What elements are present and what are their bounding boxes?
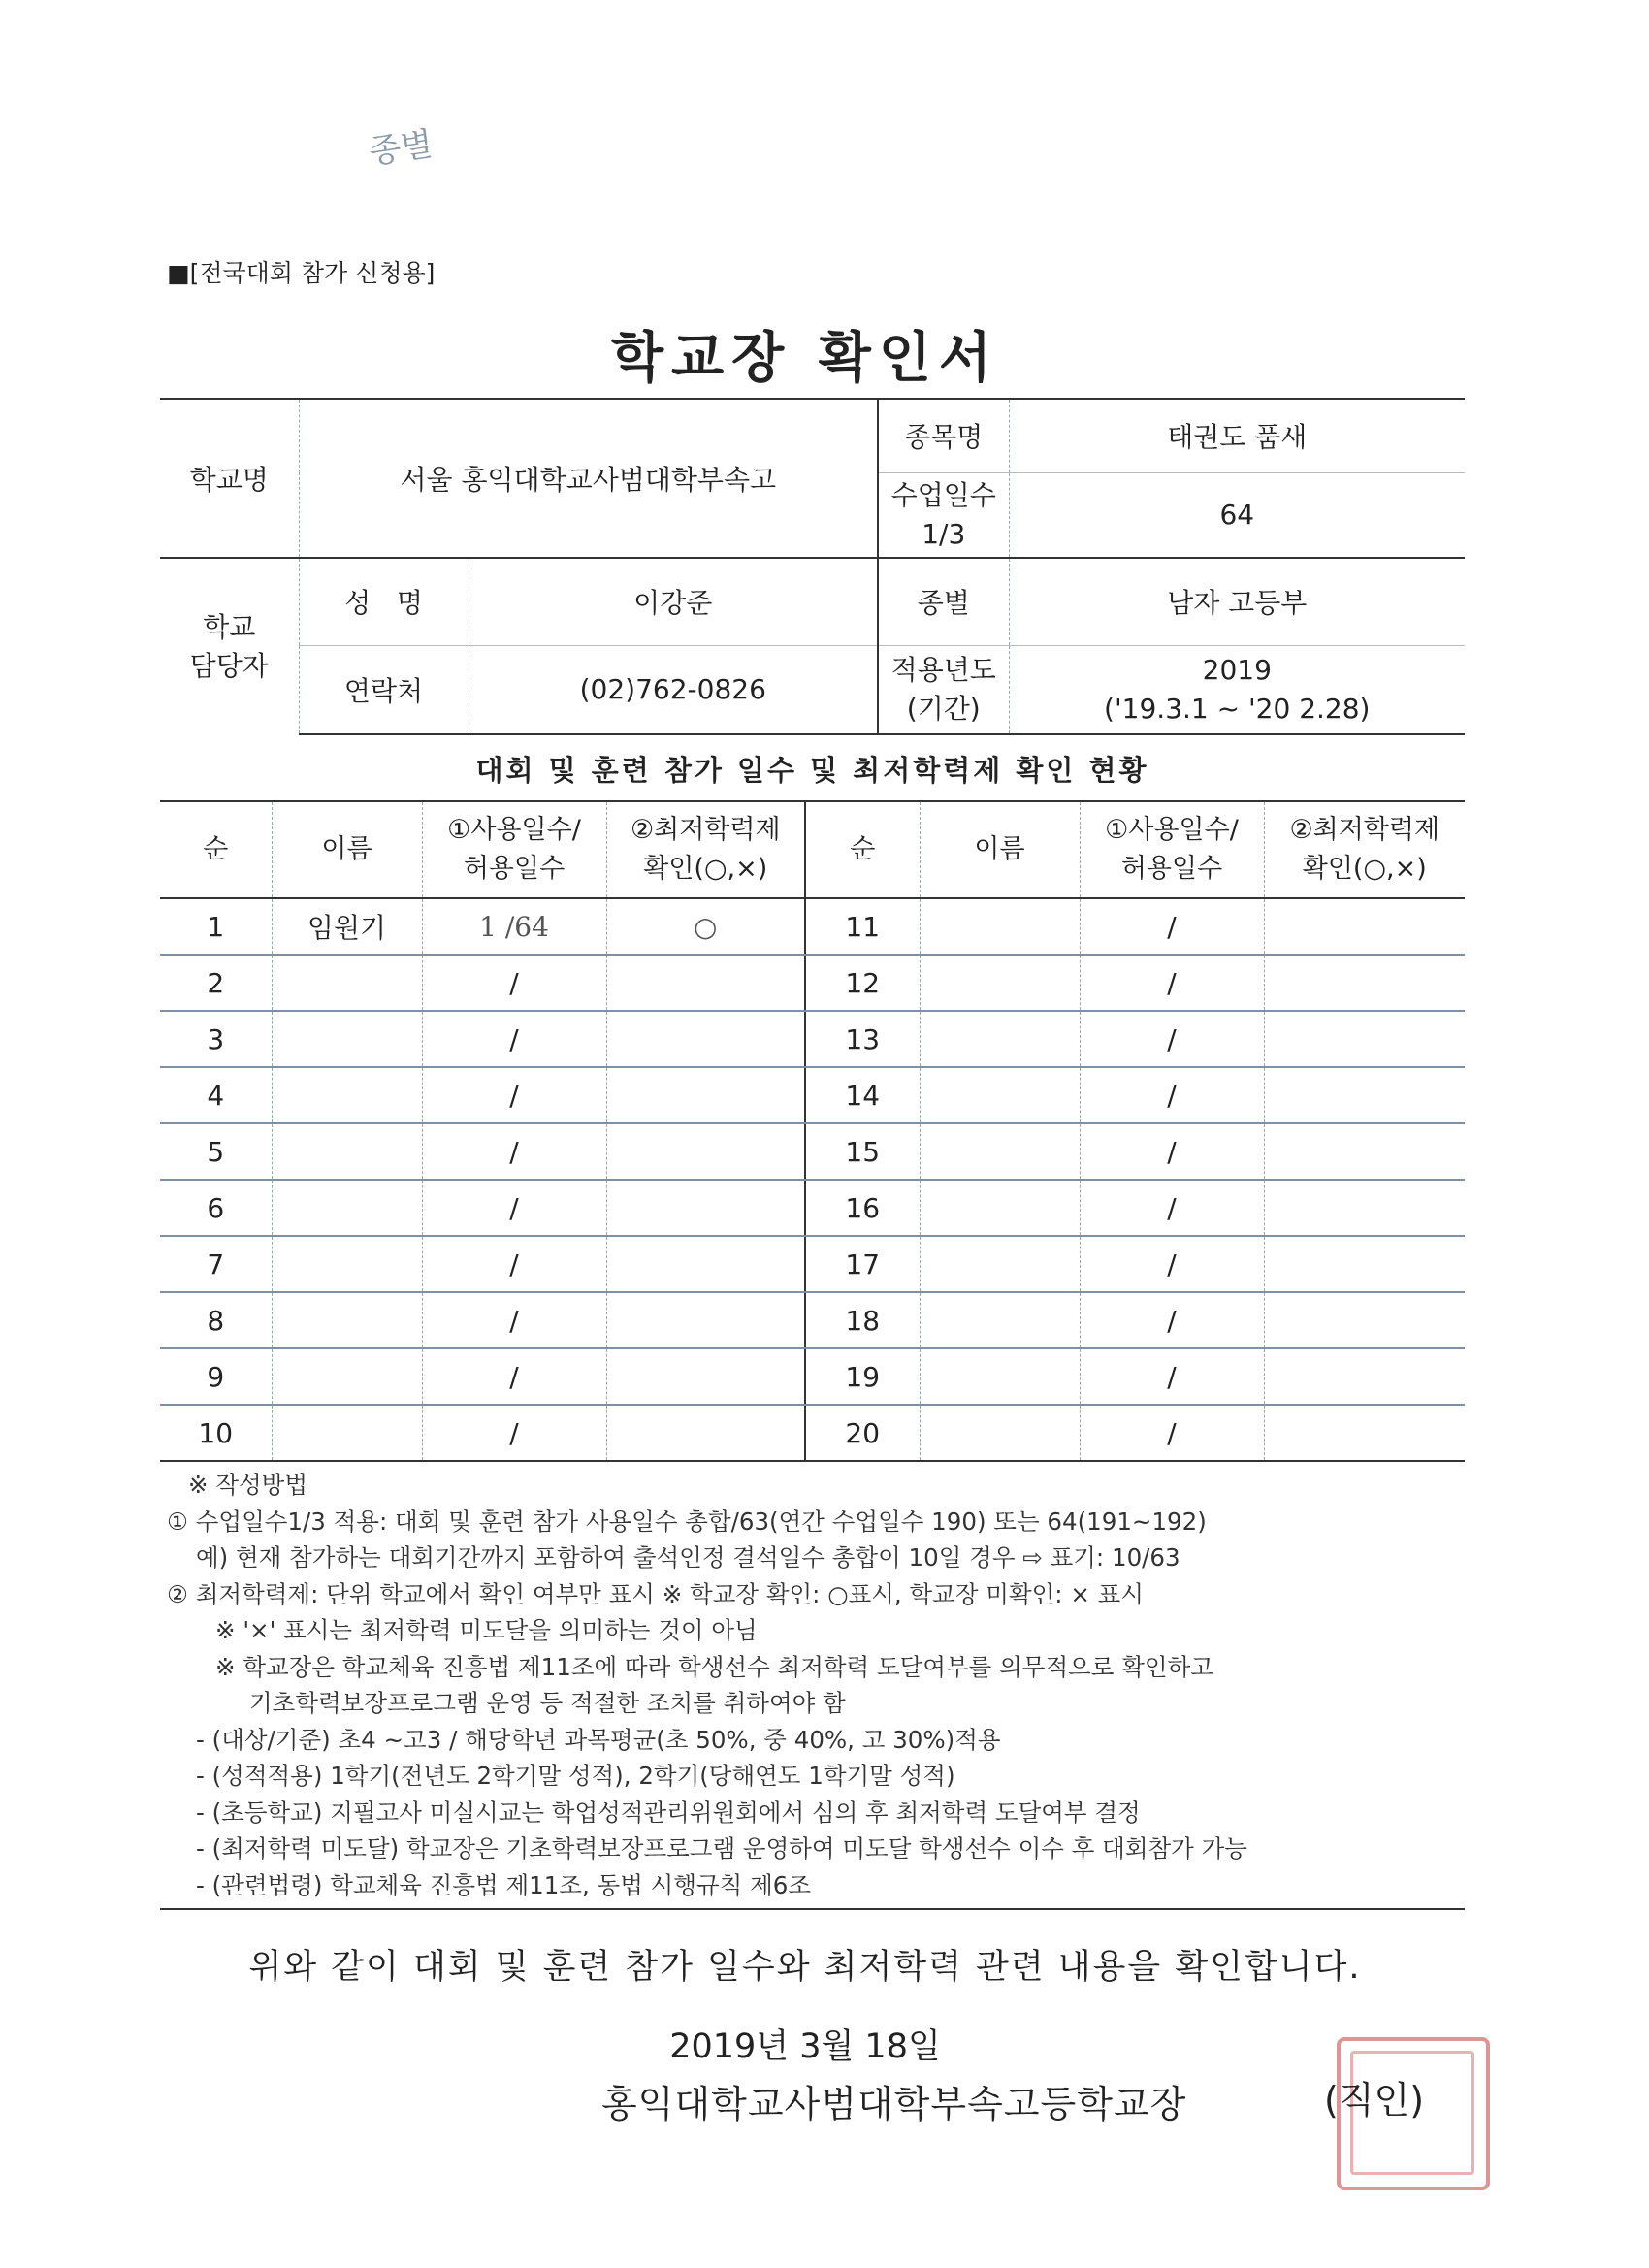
row-days: / bbox=[1080, 1011, 1264, 1067]
note-item: - (성적적용) 1학기(전년도 2학기말 성적), 2학기(당해연도 1학기말 성적) bbox=[196, 1762, 955, 1790]
row-check bbox=[1264, 1180, 1465, 1236]
row-name bbox=[920, 1348, 1080, 1405]
row-days: / bbox=[422, 1180, 606, 1236]
year-value-cell bbox=[1009, 645, 1465, 734]
header-check-line2: 확인(○,×) bbox=[643, 854, 768, 884]
header-days bbox=[1080, 801, 1264, 898]
handwritten-note: 종별 bbox=[367, 124, 436, 173]
row-days: / bbox=[422, 1123, 606, 1180]
year-label bbox=[878, 645, 1009, 734]
row-name bbox=[272, 1011, 422, 1067]
phone-value: (02)762-0826 bbox=[469, 645, 878, 734]
row-no: 7 bbox=[160, 1236, 272, 1292]
table-row bbox=[160, 1292, 1465, 1348]
table-row bbox=[160, 1123, 1465, 1180]
row-check bbox=[1264, 1236, 1465, 1292]
row-check bbox=[1264, 1405, 1465, 1461]
row-days: / bbox=[1080, 1348, 1264, 1405]
row-days: / bbox=[1080, 1405, 1264, 1461]
note-item: ② 최저학력제: 단위 학교에서 확인 여부만 표시 ※ 학교장 확인: ○표시, 학교장 미확인: × 표시 bbox=[167, 1579, 1144, 1608]
name-value: 이강준 bbox=[469, 558, 878, 645]
row-days: / bbox=[422, 1292, 606, 1348]
issue-date: 2019년 3월 18일 bbox=[669, 2027, 941, 2066]
row-name bbox=[272, 1067, 422, 1123]
row-no: 11 bbox=[805, 898, 920, 955]
note-item: - (초등학교) 지필고사 미실시교는 학업성적관리위원회에서 심의 후 최저학력 도달여부 결정 bbox=[196, 1798, 1141, 1827]
row-name bbox=[920, 955, 1080, 1011]
row-name bbox=[920, 1123, 1080, 1180]
header-check-line1: ②최저학력제 bbox=[630, 815, 781, 845]
row-name bbox=[272, 1292, 422, 1348]
writing-instructions bbox=[167, 1467, 1486, 1903]
year-label-line2: (기간) bbox=[906, 692, 981, 725]
header-check-line1: ②최저학력제 bbox=[1289, 815, 1440, 845]
header-days-line1: ①사용일수/ bbox=[447, 815, 581, 845]
row-name bbox=[272, 1405, 422, 1461]
row-check bbox=[606, 1011, 805, 1067]
header-days-line2: 허용일수 bbox=[1120, 854, 1223, 884]
event-label: 종목명 bbox=[878, 399, 1009, 472]
divider bbox=[160, 1908, 1465, 1910]
row-no: 6 bbox=[160, 1180, 272, 1236]
row-no: 9 bbox=[160, 1348, 272, 1405]
class-days-label bbox=[878, 472, 1009, 558]
row-no: 17 bbox=[805, 1236, 920, 1292]
period-value: ('19.3.1 ~ '20 2.28) bbox=[1104, 692, 1371, 725]
contact-person-label-line1: 학교 bbox=[203, 610, 256, 643]
row-days: / bbox=[422, 1348, 606, 1405]
header-check bbox=[1264, 801, 1465, 898]
row-check bbox=[606, 1067, 805, 1123]
row-name bbox=[272, 955, 422, 1011]
row-name bbox=[272, 1123, 422, 1180]
table-row bbox=[160, 1348, 1465, 1405]
row-no: 18 bbox=[805, 1292, 920, 1348]
header-no: 순 bbox=[805, 801, 920, 898]
name-label: 성 명 bbox=[299, 558, 469, 645]
header-days-line2: 허용일수 bbox=[463, 854, 566, 884]
note-item: - (대상/기준) 초4 ~고3 / 해당학년 과목평균(초 50%, 중 40%, 고 30%)적용 bbox=[196, 1725, 1001, 1754]
row-no: 13 bbox=[805, 1011, 920, 1067]
info-table bbox=[160, 398, 1465, 735]
table-row bbox=[160, 1236, 1465, 1292]
row-check bbox=[1264, 955, 1465, 1011]
row-days: / bbox=[422, 1405, 606, 1461]
contact-person-label-line2: 담당자 bbox=[189, 649, 269, 682]
header-days bbox=[422, 801, 606, 898]
note-item: 예) 현재 참가하는 대회기간까지 포함하여 출석인정 결석일수 총합이 10일 경우 ⇨ 표기: 10/63 bbox=[196, 1543, 1180, 1571]
row-no: 15 bbox=[805, 1123, 920, 1180]
header-check-line2: 확인(○,×) bbox=[1302, 854, 1427, 884]
row-days: / bbox=[1080, 1180, 1264, 1236]
note-item: 기초학력보장프로그램 운영 등 적절한 조치를 취하여야 함 bbox=[249, 1689, 846, 1717]
table-row bbox=[160, 898, 1465, 955]
row-name bbox=[272, 1236, 422, 1292]
row-name bbox=[272, 1180, 422, 1236]
row-days: / bbox=[1080, 1067, 1264, 1123]
row-days: / bbox=[1080, 1123, 1264, 1180]
header-name: 이름 bbox=[272, 801, 422, 898]
table-row bbox=[160, 955, 1465, 1011]
row-name bbox=[920, 898, 1080, 955]
table-row bbox=[160, 1405, 1465, 1461]
row-no: 8 bbox=[160, 1292, 272, 1348]
row-check bbox=[1264, 1067, 1465, 1123]
row-no: 10 bbox=[160, 1405, 272, 1461]
row-no: 19 bbox=[805, 1348, 920, 1405]
row-days: / bbox=[422, 1067, 606, 1123]
principal-signature: 홍익대학교사범대학부속고등학교장 bbox=[601, 2083, 1187, 2125]
note-item: - (최저학력 미도달) 학교장은 기초학력보장프로그램 운영하여 미도달 학생선수 이수 후 대회참가 가능 bbox=[196, 1834, 1247, 1863]
row-check bbox=[606, 1348, 805, 1405]
table-row bbox=[160, 1067, 1465, 1123]
row-check bbox=[1264, 1292, 1465, 1348]
school-name-label: 학교명 bbox=[160, 399, 299, 558]
row-name bbox=[920, 1011, 1080, 1067]
form-type-label: ■[전국대회 참가 신청용] bbox=[167, 259, 436, 287]
row-check bbox=[606, 1292, 805, 1348]
row-check: ○ bbox=[606, 898, 805, 955]
phone-label: 연락처 bbox=[299, 645, 469, 734]
roster-table bbox=[160, 800, 1465, 1462]
header-name: 이름 bbox=[920, 801, 1080, 898]
confirmation-statement: 위와 같이 대회 및 훈련 참가 일수와 최저학력 관련 내용을 확인합니다. bbox=[248, 1948, 1362, 1987]
row-name: 임원기 bbox=[272, 898, 422, 955]
row-days: / bbox=[1080, 1236, 1264, 1292]
note-item: ※ 학교장은 학교체육 진흥법 제11조에 따라 학생선수 최저학력 도달여부를 의무적으로 확인하고 bbox=[215, 1652, 1213, 1681]
row-check bbox=[1264, 898, 1465, 955]
table-row bbox=[160, 1011, 1465, 1067]
row-days: / bbox=[1080, 955, 1264, 1011]
row-name bbox=[920, 1180, 1080, 1236]
row-check bbox=[606, 955, 805, 1011]
row-days: / bbox=[1080, 898, 1264, 955]
row-days: / bbox=[1080, 1292, 1264, 1348]
row-check bbox=[606, 1405, 805, 1461]
row-check bbox=[606, 1123, 805, 1180]
row-no: 3 bbox=[160, 1011, 272, 1067]
contact-person-label bbox=[160, 558, 299, 734]
class-days-label-line2: 1/3 bbox=[922, 517, 966, 550]
note-item: ① 수업일수1/3 적용: 대회 및 훈련 참가 사용일수 총합/63(연간 수업일수 190) 또는 64(191~192) bbox=[167, 1507, 1207, 1536]
row-name bbox=[920, 1405, 1080, 1461]
seal-label: (직인) bbox=[1324, 2079, 1425, 2122]
note-item: ※ '×' 표시는 최저학력 미도달을 의미하는 것이 아님 bbox=[215, 1616, 758, 1644]
event-value: 태권도 품새 bbox=[1009, 399, 1465, 472]
row-no: 4 bbox=[160, 1067, 272, 1123]
row-check bbox=[1264, 1123, 1465, 1180]
row-name bbox=[272, 1348, 422, 1405]
row-no: 12 bbox=[805, 955, 920, 1011]
class-days-label-line1: 수업일수 bbox=[890, 478, 996, 511]
school-name: 서울 홍익대학교사범대학부속고 bbox=[299, 399, 878, 558]
row-no: 20 bbox=[805, 1405, 920, 1461]
roster-header-row bbox=[160, 801, 1465, 898]
notes-heading: ※ 작성방법 bbox=[188, 1471, 307, 1499]
document-title: 학교장 확인서 bbox=[610, 327, 1000, 390]
header-no: 순 bbox=[160, 801, 272, 898]
header-days-line1: ①사용일수/ bbox=[1105, 815, 1239, 845]
row-name bbox=[920, 1067, 1080, 1123]
division-value: 남자 고등부 bbox=[1009, 558, 1465, 645]
row-name bbox=[920, 1292, 1080, 1348]
row-no: 2 bbox=[160, 955, 272, 1011]
roster-subtitle: 대회 및 훈련 참가 일수 및 최저학력제 확인 현황 bbox=[475, 754, 1149, 787]
row-days: / bbox=[422, 955, 606, 1011]
year-value: 2019 bbox=[1202, 653, 1272, 686]
row-days: / bbox=[422, 1011, 606, 1067]
header-check bbox=[606, 801, 805, 898]
year-label-line1: 적용년도 bbox=[890, 653, 996, 686]
row-no: 14 bbox=[805, 1067, 920, 1123]
note-item: - (관련법령) 학교체육 진흥법 제11조, 동법 시행규칙 제6조 bbox=[196, 1870, 812, 1899]
row-no: 16 bbox=[805, 1180, 920, 1236]
row-name bbox=[920, 1236, 1080, 1292]
row-check bbox=[1264, 1348, 1465, 1405]
row-check bbox=[606, 1236, 805, 1292]
row-no: 5 bbox=[160, 1123, 272, 1180]
row-check bbox=[1264, 1011, 1465, 1067]
table-row bbox=[160, 1180, 1465, 1236]
class-days-value: 64 bbox=[1009, 472, 1465, 558]
row-check bbox=[606, 1180, 805, 1236]
row-days: 1 /64 bbox=[422, 898, 606, 955]
row-days: / bbox=[422, 1236, 606, 1292]
division-label: 종별 bbox=[878, 558, 1009, 645]
row-no: 1 bbox=[160, 898, 272, 955]
